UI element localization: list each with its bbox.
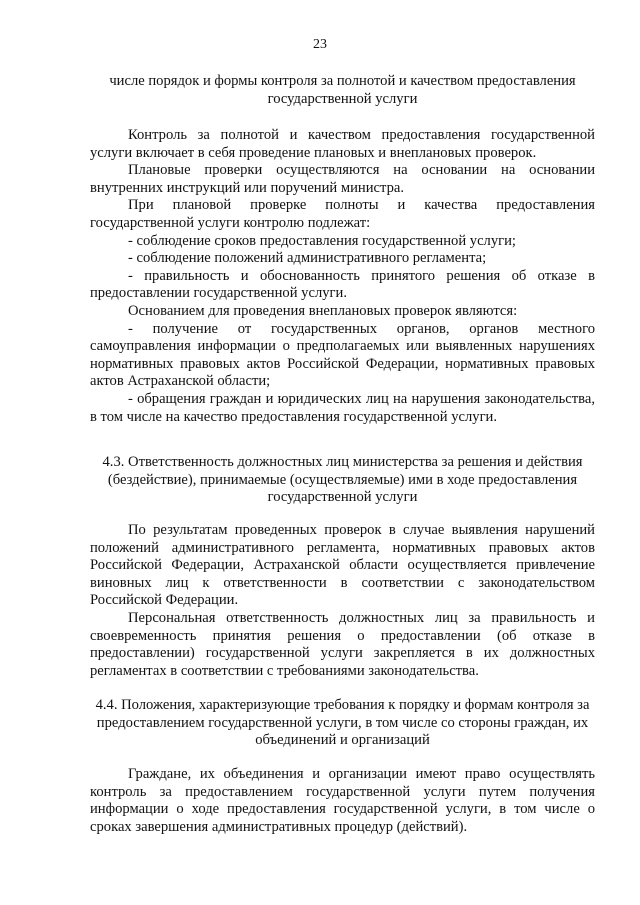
list-item: - правильность и обоснованность принятого решения об отказе в предоставлении государственной услуги.	[90, 267, 595, 302]
control-paragraphs	[90, 127, 595, 426]
paragraph: При плановой проверке полноты и качества предоставления государственной услуги контролю подлежат:	[90, 197, 595, 231]
paragraph: Плановые проверки осуществляются на основании на основании внутренних инструкций или поручений министра.	[90, 162, 595, 196]
paragraph: Персональная ответственность должностных лиц за правильность и своевременность принятия решения о предоставлении (об отказе в предоставлении) государственной услуги закрепляется в их должностных регламентах в соответствии с требованиями законодательства.	[90, 609, 595, 679]
paragraph: По результатам проведенных проверок в случае выявления нарушений положений административного регламента, нормативных правовых актов Российской Федерации, Астраханской области осуществляется привлечение виновных лиц к ответственности в соответствии с законодательством Российской Федерации.	[90, 522, 595, 609]
list-item: - обращения граждан и юридических лиц на нарушения законодательства, в том числе на качество предоставления государственной услуги.	[90, 390, 595, 425]
list-item: - соблюдение сроков предоставления государственной услуги;	[128, 232, 516, 249]
list-item: - соблюдение положений административного регламента;	[128, 250, 487, 267]
page-number: 23	[313, 37, 327, 52]
public-control-paragraphs	[90, 766, 595, 836]
section-heading-4-4: 4.4. Положения, характеризующие требования к порядку и формам контроля за предоставлением государственной услуги, в том числе со стороны граждан, их объединений и организаций	[95, 697, 590, 749]
paragraph: Основанием для проведения внеплановых проверок являются:	[128, 302, 518, 319]
paragraph: Граждане, их объединения и организации имеют право осуществлять контроль за предоставлением государственной услуги путем получения информации о ходе предоставления государственной услуги, в том числе о сроках завершения административных процедур (действий).	[90, 766, 595, 835]
section-heading-continued: числе порядок и формы контроля за полнотой и качеством предоставления государственной услуги	[109, 73, 576, 107]
paragraph: Контроль за полнотой и качеством предоставления государственной услуги включает в себя проведение плановых и внеплановых проверок.	[90, 127, 595, 161]
section-heading-4-3: 4.3. Ответственность должностных лиц министерства за решения и действия (бездействие), принимаемые (осуществляемые) ими в ходе предоставления государственной услуги	[102, 454, 583, 506]
list-item: - получение от государственных органов, органов местного самоуправления информации о предполагаемых или выявленных нарушениях нормативных правовых актов Российской Федерации, нормативных правовых актов Астраханской области;	[90, 320, 595, 390]
responsibility-paragraphs	[90, 522, 595, 680]
